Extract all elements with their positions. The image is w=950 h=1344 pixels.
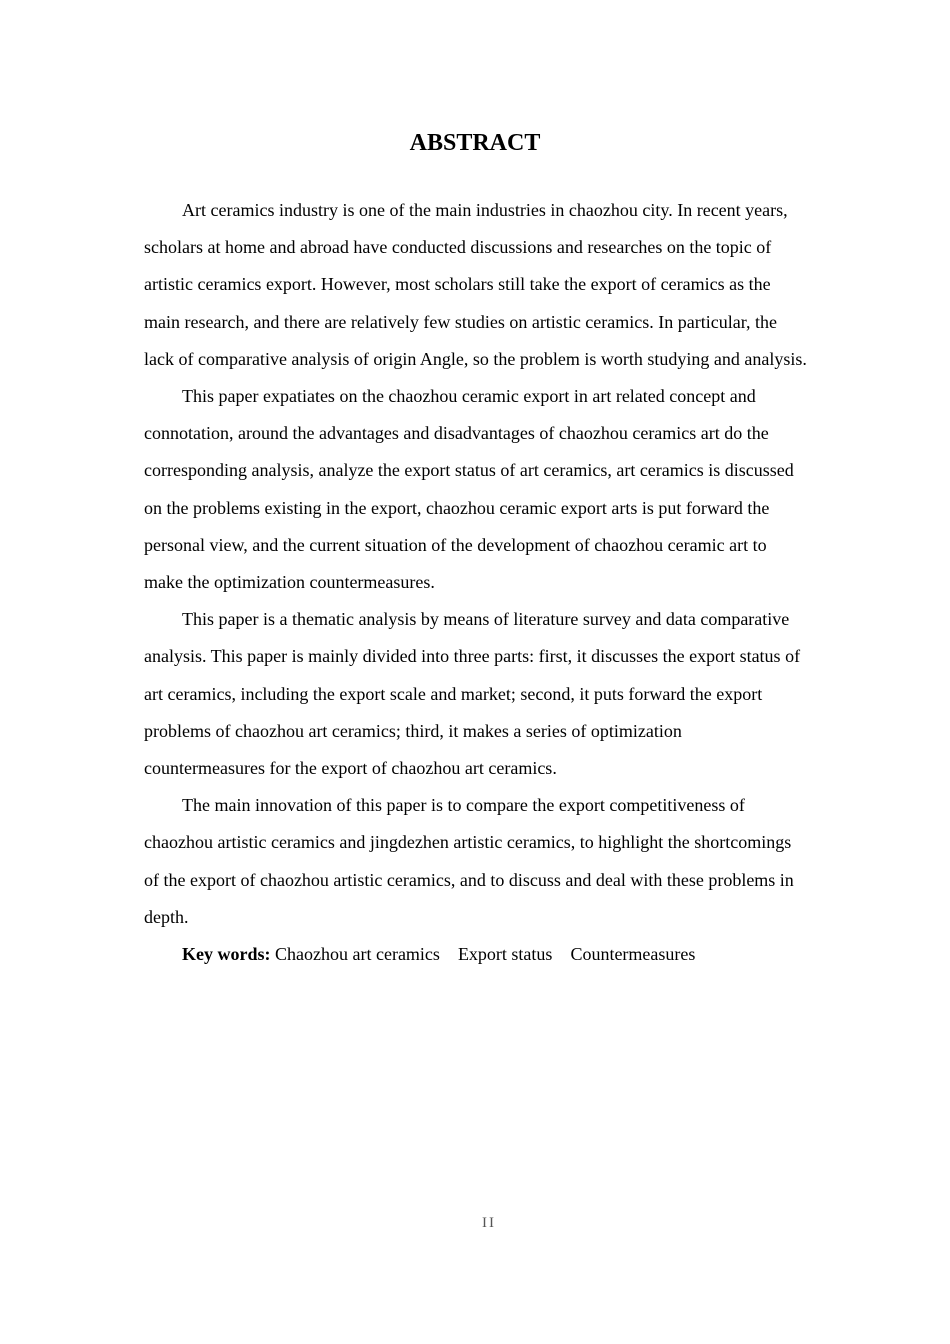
page-number: II <box>482 1215 496 1231</box>
abstract-body <box>144 192 807 973</box>
abstract-paragraph-1: Art ceramics industry is one of the main industries in chaozhou city. In recent years, scholars at home and abroad have conducted discussions and researches on the topic of artistic ceramics export. However, most scholars still take the export of ceramics as the main research, and there are relatively few studies on artistic ceramics. In particular, the lack of comparative analysis of origin Angle, so the problem is worth studying and analysis. <box>144 200 807 369</box>
keyword-3: Countermeasures <box>570 944 696 965</box>
keyword-1: Chaozhou art ceramics <box>275 944 440 965</box>
keywords-line <box>144 936 807 973</box>
keyword-2: Export status <box>457 944 553 965</box>
abstract-paragraph-3: This paper is a thematic analysis by means of literature survey and data comparative analysis. This paper is mainly divided into three parts: first, it discusses the export status of art ceramics, including the export scale and market; second, it puts forward the export problems of chaozhou art ceramics; third, it makes a series of optimization countermeasures for the export of chaozhou art ceramics. <box>144 609 801 779</box>
abstract-title: ABSTRACT <box>409 130 541 156</box>
abstract-paragraph-2: This paper expatiates on the chaozhou ceramic export in art related concept and connotation, around the advantages and disadvantages of chaozhou ceramics art do the corresponding analysis, analyze the export status of art ceramics, art ceramics is discussed on the problems existing in the export, chaozhou ceramic export arts is put forward the personal view, and the current situation of the development of chaozhou ceramic art to make the optimization countermeasures. <box>144 386 794 593</box>
keywords-label: Key words: <box>182 944 271 965</box>
abstract-paragraph-4: The main innovation of this paper is to compare the export competitiveness of chaozhou artistic ceramics and jingdezhen artistic ceramics, to highlight the shortcomings of the export of chaozhou artistic ceramics, and to discuss and deal with these problems in depth. <box>144 795 794 927</box>
